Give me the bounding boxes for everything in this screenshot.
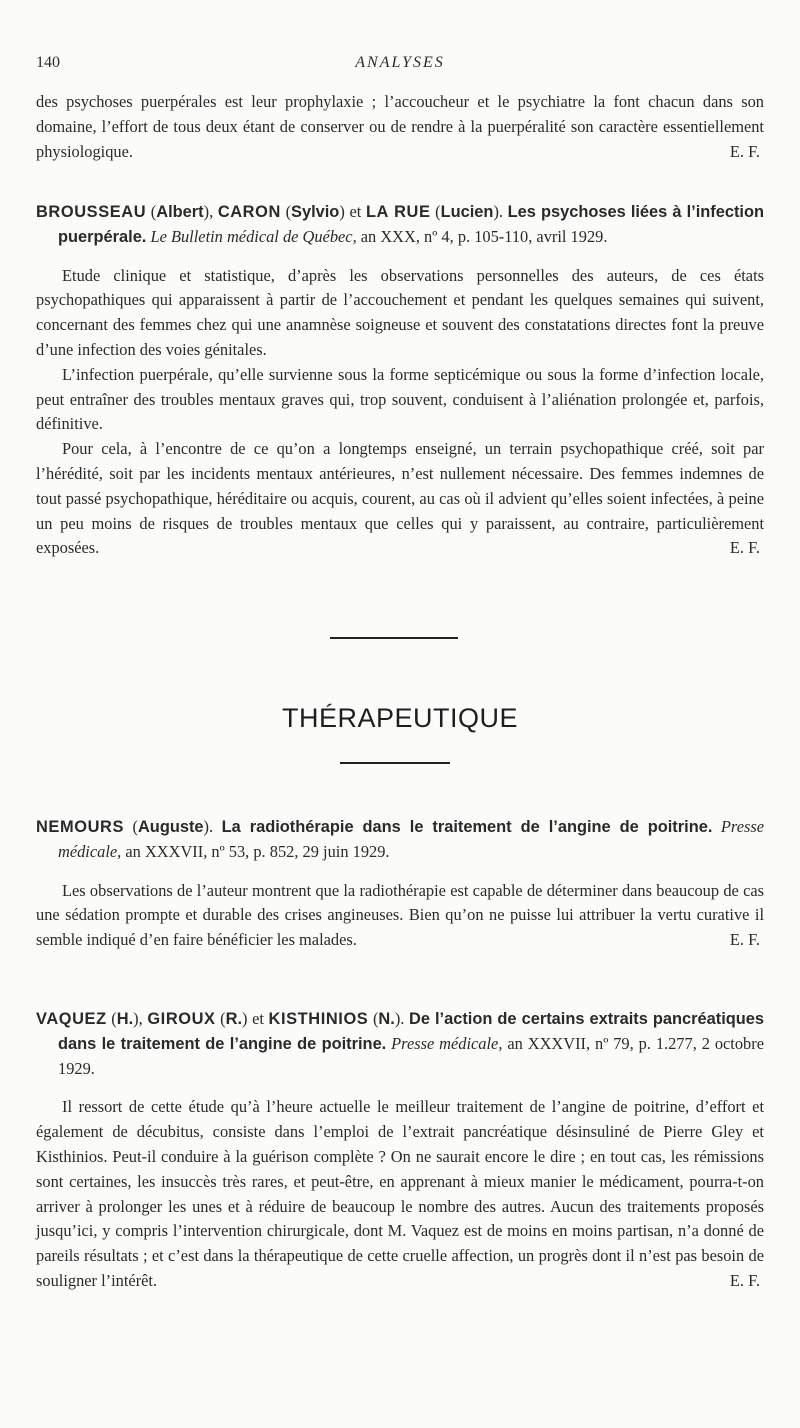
connector: et: [349, 202, 362, 221]
author-surname: VAQUEZ: [36, 1010, 107, 1028]
author-given: Sylvio: [291, 203, 340, 221]
entry-heading: NEMOURS (Auguste). La radiothérapie dans le traitement de l’angine de poitrine. Presse médicale, an XXXVII, nº 53, p. 852, 29 juin 1929.: [36, 817, 764, 861]
article-title: Les psychoses liées à l’infection puerpérale.: [58, 203, 764, 246]
paragraph-text: Pour cela, à l’encontre de ce qu’on a longtemps enseigné, un terrain psychopathique créé, soit par l’hérédité, soit par les incidents mentaux antérieures, n’est nullement nécessaire. Des femmes indemnes de tout passé psychopathique, héréditaire ou acquis, courent, au cas où il advient qu’elles soient infectées, à peine un peu moins de risques de troubles mentaux que celles qui y paraissent, au contraire, particulièrement exposées.: [36, 439, 764, 558]
article-title: La radiothérapie dans le traitement de l’angine de poitrine.: [221, 818, 713, 836]
author-given: Auguste: [137, 818, 204, 836]
author-surname: NEMOURS: [36, 818, 124, 836]
abstract-paragraph: [36, 879, 764, 953]
entry-vaquez: [36, 1007, 764, 1294]
abstract-paragraph: [36, 1095, 764, 1293]
continuation-paragraph: [36, 90, 764, 164]
author-given: H.: [116, 1010, 134, 1028]
signature: E. F.: [729, 930, 760, 950]
section-rule-bottom: [340, 762, 450, 764]
entry-heading: VAQUEZ (H.), GIROUX (R.) et KISTHINIOS (N.). De l’action de certains extraits pancréatiques dans le traitement de l’angine de poitrine. Presse médicale, an XXXVII, nº 79, p. 1.277, 2 octobre 1929.: [36, 1009, 764, 1078]
abstract-paragraph: Etude clinique et statistique, d’après les observations personnelles des auteurs, de ces états psychopathiques qui apparaissent à partir de l’accouchement et pendant les quelques semaines qui suivent, concernant des femmes chez qui une anamnèse soigneuse et souvent des constatations directes font la preuve d’une infection des voies génitales.: [36, 265, 764, 359]
author-given: N.: [378, 1010, 395, 1028]
author-surname: BROUSSEAU: [36, 203, 147, 221]
author-given: R.: [225, 1010, 243, 1028]
abstract-paragraph: [36, 437, 764, 561]
citation: an XXX, nº 4, p. 105-110, avril 1929.: [360, 226, 608, 246]
paragraph-text: Il ressort de cette étude qu’à l’heure actuelle le meilleur traitement de l’angine de poitrine, d’effort et également de décubitus, consiste dans l’emploi de l’extrait pancréatique désinsuliné de Pierre Gley et Kisthinios. Peut-il conduire à la guérison complète ? On ne saurait encore le dire ; en tout cas, les rémissions sont certaines, les insuccès très rares, et peut-être, en apprenant à mieux manier le médicament, pourra-t-on arriver à prolonger les unes et à réduire de beaucoup le nombre des autres. Aucun des traitements proposés jusqu’ici, y compris l’intervention chirurgicale, dont M. Vaquez est de moins en moins partisan, n’a donné de pareils résultats ; et c’est dans la thérapeutique de cette cruelle affection, un progrès dont il n’est pas besoin de souligner l’intérêt.: [36, 1097, 764, 1290]
running-head: [36, 54, 764, 76]
section-title: THÉRAPEUTIQUE: [281, 703, 519, 733]
journal-name: Presse médicale,: [391, 1033, 503, 1053]
section-rule-top: [330, 637, 458, 639]
journal-name: Le Bulletin médical de Québec,: [150, 226, 357, 246]
citation: an XXXVII, nº 53, p. 852, 29 juin 1929.: [125, 841, 390, 861]
running-title: ANALYSES: [355, 54, 445, 71]
connector: et: [252, 1009, 264, 1028]
paragraph-text: des psychoses puerpérales est leur prophylaxie ; l’accoucheur et le psychiatre la font chacun dans son domaine, l’effort de tous deux étant de conserver ou de rendre à la puerpéralité son caractère essentiellement physiologique.: [36, 92, 764, 161]
author-surname: LA RUE: [365, 203, 431, 221]
author-surname: GIROUX: [147, 1010, 216, 1028]
continuation-block: [36, 90, 764, 164]
signature: E. F.: [729, 1270, 760, 1290]
entry-heading: BROUSSEAU (Albert), CARON (Sylvio) et LA RUE (Lucien). Les psychoses liées à l’infection puerpérale. Le Bulletin médical de Québec, an XXX, nº 4, p. 105-110, avril 1929.: [36, 202, 764, 246]
author-surname: KISTHINIOS: [268, 1010, 369, 1028]
paragraph-text: Les observations de l’auteur montrent que la radiothérapie est capable de déterminer dans beaucoup de cas une sédation prompte et durable des crises angineuses. Bien qu’on ne puisse lui attribuer la vertu curative il semble indiqué d’en faire bénéficier les malades.: [36, 880, 764, 950]
citation: an XXXVII, nº 79, p. 1.277, 2 octobre 1929.: [58, 1033, 764, 1078]
signature: E. F.: [729, 141, 760, 161]
entry-brousseau: [36, 200, 764, 561]
author-surname: CARON: [217, 203, 281, 221]
journal-name: Presse médicale,: [58, 817, 764, 861]
author-given: Albert: [156, 203, 204, 221]
signature: E. F.: [729, 538, 760, 558]
author-given: Lucien: [440, 203, 494, 221]
abstract-paragraph: L’infection puerpérale, qu’elle survienne sous la forme septicémique ou sous la forme d’infection locale, peut entraîner des troubles mentaux graves qui, trop souvent, conduisent à l’aliénation prolongée et, parfois, définitive.: [36, 364, 764, 434]
entry-nemours: [36, 815, 764, 953]
page-number: 140: [36, 54, 60, 71]
article-title: De l’action de certains extraits pancréatiques dans le traitement de l’angine de poitrine.: [58, 1010, 764, 1053]
